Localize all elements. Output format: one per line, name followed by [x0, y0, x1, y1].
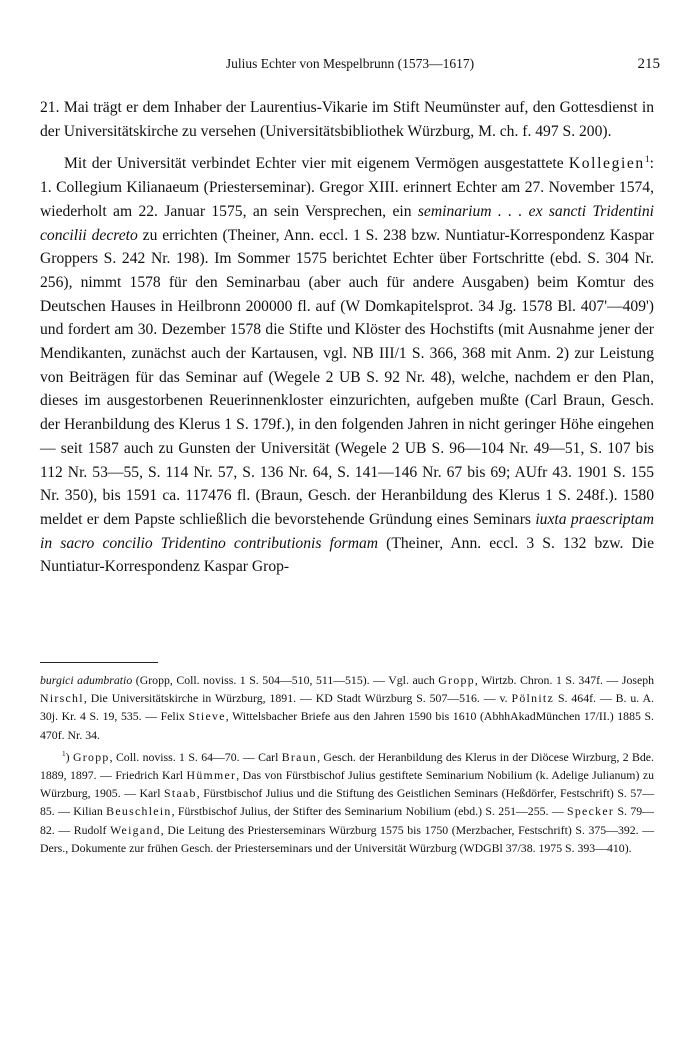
- text-run: S. 79—82. — Rudolf: [40, 804, 654, 837]
- author-name: Weigand: [110, 822, 161, 837]
- paragraph-kollegien: [40, 152, 654, 579]
- author-name: Stieve: [188, 709, 226, 724]
- author-name: Gropp: [438, 673, 475, 687]
- footnote-marker: 1: [62, 748, 66, 758]
- text-run: (Theiner, Ann. eccl. 3 S. 132 bzw. Die Nuntiatur-Korrespondenz Kaspar Grop-: [40, 534, 654, 576]
- text-run: , Wirtzb. Chron. 1 S. 347f. — Joseph: [474, 673, 654, 687]
- latin-quote: iuxta praescriptam in sacro concilio Tridentino contributionis formam: [40, 510, 654, 552]
- footnote-rule: [40, 662, 158, 663]
- running-head: [40, 56, 660, 76]
- text-run: , Fürstbischof Julius, der Stifter des Seminarium Nobilium (ebd.) S. 251—255. —: [171, 804, 567, 819]
- text-run: , Die Leitung des Priesterseminars Würzburg 1575 bis 1750 (Merzbacher, Festschrift) S. 375—392. — Ders., Dokumente zur frühen Gesch. der Priesterseminars und der Universität Würzburg (WDGBl 37/38. 1975 S. 393—410).: [40, 822, 654, 855]
- author-name: Specker: [567, 804, 615, 819]
- text-run: zu errichten (Theiner, Ann. eccl. 1 S. 238 bzw. Nuntiatur-Korrespondenz Kaspar Groppers S. 242 Nr. 198). Im Sommer 1575 berichtet Echter über Fortschritte (ebd. S. 304 Nr. 256), nimmt 1578 für den Seminarbau (aber auch für andere Ausgaben) beim Komtur des Deutschen Hauses in Heilbronn 200000 fl. auf (W Domkapitelsprot. 34 Jg. 1578 Bl. 407'—409') und fordert am 30. Dezember 1578 die Stifte und Klöster des Hochstifts (mit Ausnahme jener der Mendikanten, zunächst auch der Kartausen, vgl. NB III/1 S. 366, 368 mit Anm. 2) zur Leistung von Beiträgen für das Seminar auf (Wegele 2 UB S. 92 Nr. 48), welche, nachdem er den Plan, dieses im ausgestorbenen Reuerinnenkloster einzurichten, aufgeben mußte (Carl Braun, Gesch. der Heranbildung des Klerus 1 S. 179f.), in den folgenden Jahren in nicht geringer Höhe eingehen — seit 1587 auch zu Gunsten der Universität (Wegele 2 UB S. 96—104 Nr. 49—51, S. 107 bis 112 Nr. 53—55, S. 114 Nr. 57, S. 136 Nr. 64, S. 141—146 Nr. 67 bis 69; AUfr 43. 1901 S. 155 Nr. 350), bis 1591 ca. 117476 fl. (Braun, Gesch. der Heranbildung des Klerus 1 S. 248f.). 1580 meldet er dem Papste schließlich die bevorstehende Gründung eines Seminars: [40, 226, 654, 528]
- text-run: : 1. Collegium Kilianaeum (Priesterseminar). Gregor XIII. erinnert Echter am 27. November 1574, wiederholt am 22. Januar 1575, an sein Versprechen, ein: [40, 155, 654, 220]
- author-name: Pölnitz: [511, 691, 555, 706]
- page-number: 215: [637, 56, 660, 72]
- text-run: Mit der Universität verbindet Echter vier mit eigenem Vermögen ausgestattete: [64, 155, 569, 173]
- latin-quote: seminarium . . . ex sancti Tridentini concilii decreto: [40, 202, 654, 244]
- text-run: S. 464f. — B. u. A. 30j. Kr. 4 S. 19, 535. — Felix: [40, 691, 654, 724]
- text-run: , Fürstbischof Julius und die Stiftung des Geistlichen Seminars (Heßdörfer, Festschrift) S. 57—85. — Kilian: [40, 786, 654, 819]
- author-name: Gropp: [72, 749, 110, 764]
- author-name: Nirschl: [40, 691, 84, 706]
- author-name: Braun: [281, 749, 318, 764]
- paragraph-continued: 21. Mai trägt er dem Inhaber der Laurentius-Vikarie im Stift Neumünster auf, den Gottesdienst in der Universitätskirche zu versehen (Universitätsbibliothek Würzburg, M. ch. f. 497 S. 200).: [40, 99, 654, 140]
- footnote-1: $^1$) Gropp, Coll. noviss. 1 S. 64—70. — Carl Braun, Gesch. der Heranbildung des Klerus in der Diöcese Wirzburg, 2 Bde. 1889, 1897. — Friedrich Karl Hümmer, Das von Fürstbischof Julius gestiftete Seminarium Nobilium (k. Adelige Julianum) zu Würzburg, 1905. — Karl Staab, Fürstbischof Julius und die Stiftung des Geistlichen Seminars (Heßdörfer, Festschrift) S. 57—85. — Kilian Beuschlein, Fürstbischof Julius, der Stifter des Seminarium Nobilium (ebd.) S. 251—255. — Specker S. 79—82. — Rudolf Weigand, Die Leitung des Priesterseminars Würzburg 1575 bis 1750 (Merzbacher, Festschrift) S. 375—392. — Ders., Dokumente zur frühen Gesch. der Priesterseminars und der Universität Würzburg (WDGBl 37/38. 1975 S. 393—410).: [40, 748, 654, 855]
- text-run: (Gropp, Coll. noviss. 1 S. 504—510, 511—515). — Vgl. auch: [132, 673, 439, 687]
- running-title: Julius Echter von Mespelbrunn (1573—1617): [225, 56, 475, 71]
- footnote-ref: 1: [644, 154, 650, 166]
- footnotes: [40, 671, 654, 857]
- main-text: [40, 96, 654, 579]
- author-name: Beuschlein: [106, 804, 172, 819]
- author-name: Staab: [164, 786, 197, 801]
- text-run: , Gesch. der Heranbildung des Klerus in der Diöcese Wirzburg, 2 Bde. 1889, 1897. — Friedrich Karl: [40, 749, 654, 783]
- footnote-continued: [40, 671, 654, 744]
- text-run: , Wittelsbacher Briefe aus den Jahren 1590 bis 1610 (AbhhAkadMünchen 17/II.) 1885 S. 470f. Nr. 34.: [40, 709, 654, 742]
- spaced-term: Kollegien: [568, 155, 645, 173]
- text-run: , Coll. noviss. 1 S. 64—70. — Carl: [109, 749, 282, 764]
- author-name: Hümmer: [186, 768, 237, 783]
- text-run: , Das von Fürstbischof Julius gestiftete Seminarium Nobilium (k. Adelige Julianum) zu Würzburg, 1905. — Karl: [40, 768, 654, 801]
- text-run: , Die Universitätskirche in Würzburg, 1891. — KD Stadt Würzburg S. 507—516. — v.: [83, 691, 512, 706]
- latin-title: burgici adumbratio: [40, 673, 133, 687]
